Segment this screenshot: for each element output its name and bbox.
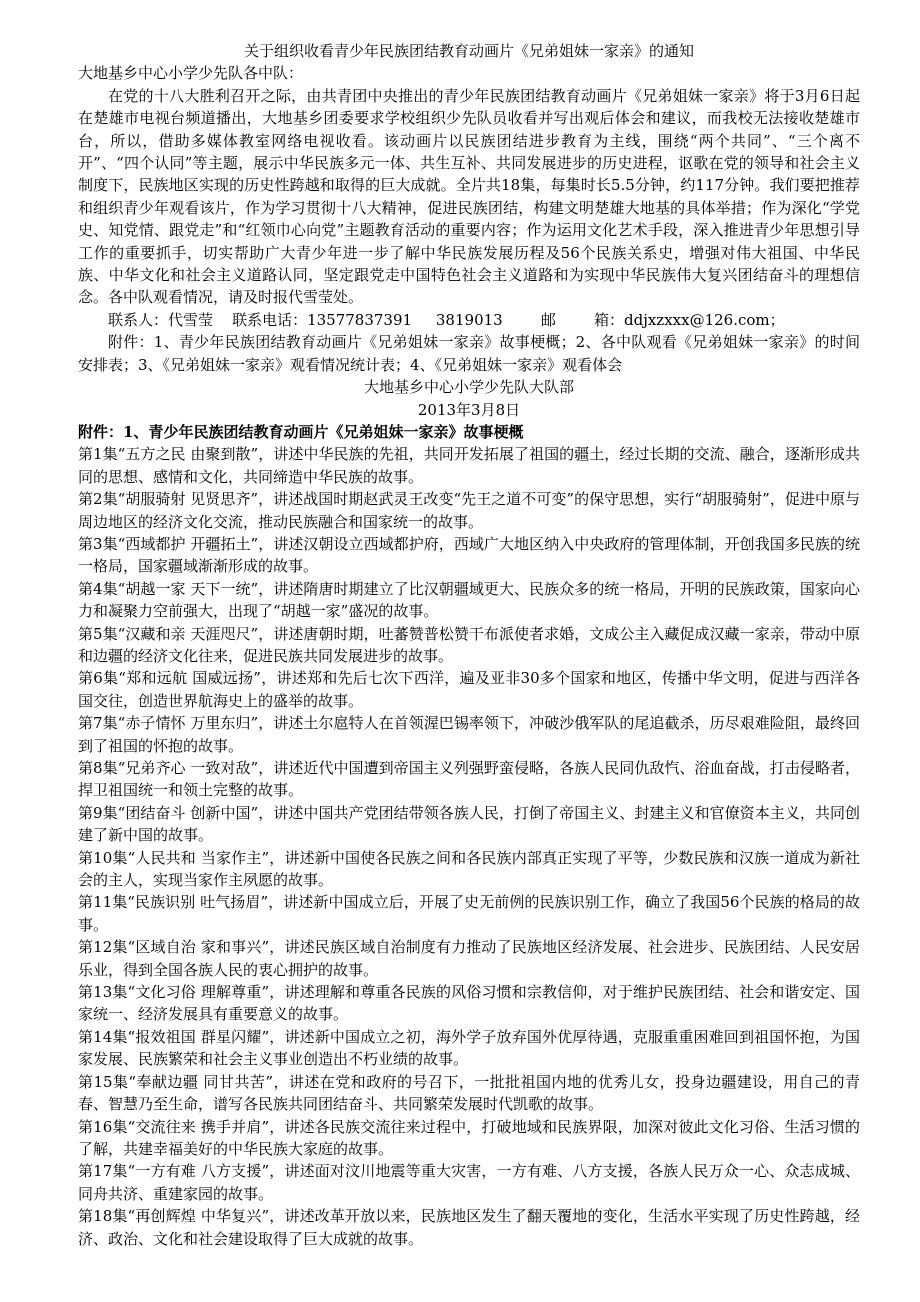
attachments-line: 附件：1、青少年民族团结教育动画片《兄弟姐妹一家亲》故事梗概；2、各中队观看《兄弟姐妹一家亲》的时间安排表；3、《兄弟姐妹一家亲》观看情况统计表；4、《兄弟姐妹一家亲》观看体会 <box>78 333 860 374</box>
episode-list <box>78 443 860 1250</box>
episode-item: 第7集“赤子情怀 万里东归”，讲述土尔扈特人在首领渥巴锡率领下，冲破沙俄军队的尾追截杀，历尽艰难险阻，最终回到了祖国的怀抱的故事。 <box>78 714 860 755</box>
contact-line: 联系人：代雪莹 联系电话：13577837391 3819013 邮 箱：ddjxzxxx@126.com； <box>108 310 785 329</box>
episode-item: 第11集“民族识别 吐气扬眉”，讲述新中国成立后，开展了史无前例的民族识别工作，确立了我国56个民族的格局的故事。 <box>78 893 860 934</box>
signature: 大地基乡中心小学少先队大队部 <box>363 378 574 397</box>
episode-item: 第4集“胡越一家 天下一统”，讲述隋唐时期建立了比汉朝疆域更大、民族众多的统一格局，开明的民族政策，国家向心力和凝聚力空前强大，出现了“胡越一家”盛况的故事。 <box>78 579 860 621</box>
episode-item: 第3集“西域都护 开疆拓土”，讲述汉朝设立西域都护府，西域广大地区纳入中央政府的管理体制，开创我国多民族的统一格局，国家疆域渐渐形成的故事。 <box>78 534 860 576</box>
episode-item: 第6集“郑和远航 国威远扬”，讲述郑和先后七次下西洋，遍及亚非30多个国家和地区，传播中华文明，促进与西洋各国交往，创造世界航海史上的盛举的故事。 <box>78 669 860 710</box>
document-date: 2013年3月8日 <box>417 400 521 419</box>
body-paragraph: 在党的十八大胜利召开之际，由共青团中央推出的青少年民族团结教育动画片《兄弟姐妹一家亲》将于3月6日起在楚雄市电视台频道播出，大地基乡团委要求学校组织少先队员收看并写出观后体会和建议，而我校无法接收楚雄市台，所以，借助多媒体教室网络电视收看。该动画片以民族团结进步教育为主线，围绕“两个共同”、“三个离不开”、“四个认同”等主题，展示中华民族多元一体、共生互补、共同发展进步的历史进程，讴歌在党的领导和社会主义制度下，民族地区实现的历史性跨越和取得的巨大成就。全片共18集，每集时长5.5分钟，约117分钟。我们要把推荐和组织青少年观看该片，作为学习贯彻十八大精神，促进民族团结，构建文明楚雄大地基的具体举措；作为深化“学党史、知党情、跟党走”和“红领巾心向党”主题教育活动的重要内容；作为运用文化艺术手段，深入推进青少年思想引导工作的重要抓手，切实帮助广大青少年进一步了解中华民族发展历程及56个民族关系史，增强对伟大祖国、中华民族、中华文化和社会主义道路认同，坚定跟党走中国特色社会主义道路和为实现中华民族伟大复兴团结奋斗的理想信念。各中队观看情况，请及时报代雪莹处。 <box>78 86 860 307</box>
episode-item: 第14集“报效祖国 群星闪耀”，讲述新中国成立之初，海外学子放弃国外优厚待遇，克服重重困难回到祖国怀抱，为国家发展、民族繁荣和社会主义事业创造出不朽业绩的故事。 <box>78 1027 860 1069</box>
episode-item: 第18集“再创辉煌 中华复兴”，讲述改革开放以来，民族地区发生了翻天覆地的变化，生活水平实现了历史性跨越，经济、政治、文化和社会建设取得了巨大成就的故事。 <box>78 1207 860 1248</box>
episode-item: 第5集“汉藏和亲 天涯咫尺”，讲述唐朝时期，吐蕃赞普松赞干布派使者求婚，文成公主入藏促成汉藏一家亲，带动中原和边疆的经济文化往来，促进民族共同发展进步的故事。 <box>78 624 860 665</box>
episode-item: 第9集“团结奋斗 创新中国”，讲述中国共产党团结带领各族人民，打倒了帝国主义、封建主义和官僚资本主义，共同创建了新中国的故事。 <box>78 803 860 845</box>
episode-item: 第1集“五方之民 由聚到散”，讲述中华民族的先祖，共同开发拓展了祖国的疆土，经过长期的交流、融合，逐渐形成共同的思想、感情和文化，共同缔造中华民族的故事。 <box>78 445 860 486</box>
episode-item: 第10集“人民共和 当家作主”，讲述新中国使各民族之间和各民族内部真正实现了平等，少数民族和汉族一道成为新社会的主人，实现当家作主夙愿的故事。 <box>78 848 860 890</box>
document-page <box>78 40 860 1250</box>
episode-item: 第15集“奉献边疆 同甘共苦”，讲述在党和政府的号召下，一批批祖国内地的优秀儿女，投身边疆建设，用自己的青春、智慧乃至生命，谱写各民族共同团结奋斗、共同繁荣发展时代凯歌的故事。 <box>78 1072 860 1114</box>
document-title: 关于组织收看青少年民族团结教育动画片《兄弟姐妹一家亲》的通知 <box>243 42 694 60</box>
attachment-heading: 附件：1、青少年民族团结教育动画片《兄弟姐妹一家亲》故事梗概 <box>78 422 524 441</box>
episode-item: 第16集“交流往来 携手并肩”，讲述各民族交流往来过程中，打破地域和民族界限，加深对彼此文化习俗、生活习惯的了解，共建幸福美好的中华民族大家庭的故事。 <box>78 1117 860 1158</box>
episode-item: 第17集“一方有难 八方支援”，讲述面对汶川地震等重大灾害，一方有难、八方支援，各族人民万众一心、众志成城、同舟共济、重建家园的故事。 <box>78 1162 860 1203</box>
episode-item: 第8集“兄弟齐心 一致对敌”，讲述近代中国遭到帝国主义列强野蛮侵略，各族人民同仇敌忾、浴血奋战，打击侵略者，捍卫祖国统一和领土完整的故事。 <box>78 759 860 800</box>
episode-item: 第13集“文化习俗 理解尊重”，讲述理解和尊重各民族的风俗习惯和宗教信仰，对于维护民族团结、社会和谐安定、国家统一、经济发展具有重要意义的故事。 <box>78 983 860 1024</box>
episode-item: 第2集“胡服骑射 见贤思齐”，讲述战国时期赵武灵王改变“先王之道不可变”的保守思想，实行“胡服骑射”，促进中原与周边地区的经济文化交流，推动民族融合和国家统一的故事。 <box>78 490 860 531</box>
episode-item: 第12集“区域自治 家和事兴”，讲述民族区域自治制度有力推动了民族地区经济发展、社会进步、民族团结、人民安居乐业，得到全国各族人民的衷心拥护的故事。 <box>78 938 860 979</box>
salutation: 大地基乡中心小学少先队各中队： <box>78 64 304 83</box>
